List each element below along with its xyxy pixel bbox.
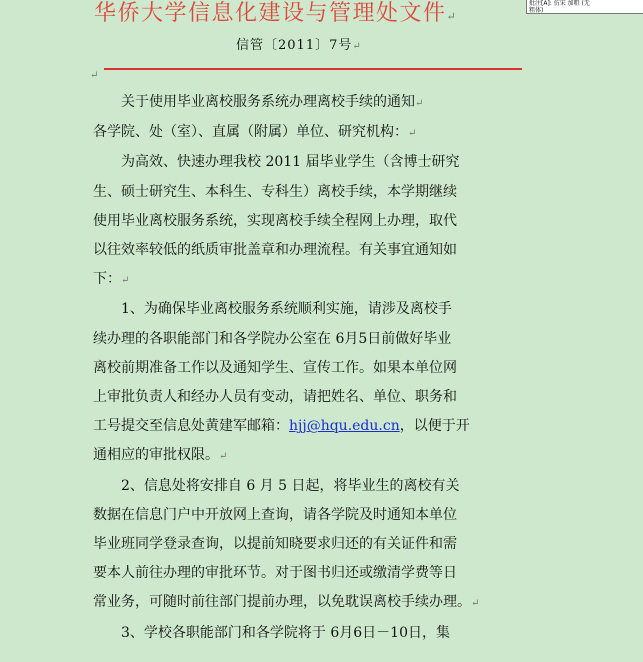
intro-text: 以往效率较低的纸质审批盖章和办理流程。有关事宜通知如: [93, 242, 457, 259]
paragraph-mark-icon: ↵: [352, 41, 362, 52]
item1-text: 通相应的审批权限。: [93, 447, 219, 464]
item2-line: [93, 530, 503, 559]
intro-line: [93, 236, 503, 265]
salutation-line: [93, 118, 503, 148]
document-body[interactable]: [93, 88, 503, 648]
item2-line: [93, 501, 503, 530]
subject-text: 关于使用毕业离校服务系统办理离校手续的通知: [121, 94, 415, 110]
subject-line: [93, 88, 503, 118]
paragraph-mark-icon: ↵: [90, 70, 99, 81]
item1-line: [93, 354, 503, 383]
intro-text: 下：: [93, 271, 121, 288]
email-link[interactable]: hjj@hqu.edu.cn: [289, 418, 400, 435]
paragraph-mark-icon: ↵: [408, 128, 417, 140]
header-title-text: 华侨大学信息化建设与管理处文件: [94, 1, 447, 26]
item1-line: [93, 325, 503, 354]
item2-line: [93, 588, 503, 618]
paragraph-mark-icon: ↵: [471, 598, 480, 610]
intro-line: [93, 265, 503, 295]
intro-line: [93, 148, 503, 177]
paragraph-mark-icon: ↵: [446, 10, 456, 23]
paragraph-mark-icon: ↵: [121, 275, 130, 287]
item1-text: 上审批负责人和经办人员有变动，请把姓名、单位、职务和: [93, 389, 457, 406]
item3-text: 3、学校各职能部门和各学院将于 6月6日－10日，集: [121, 624, 450, 641]
comment-line-2: 粗体): [529, 7, 544, 14]
item1-text: 离校前期准备工作以及通知学生、宣传工作。如果本单位网: [93, 359, 457, 376]
intro-text: 为高效、快速办理我校 2011 届毕业学生（含博士研究: [121, 154, 460, 171]
salutation-text: 各学院、处（室）、直属（附属）单位、研究机构：: [93, 124, 408, 141]
red-header-rule: [104, 68, 522, 70]
intro-line: [93, 178, 503, 207]
item1-text: ，以便于开: [399, 418, 470, 435]
paragraph-mark-icon: ↵: [415, 98, 424, 109]
comment-line-1: 批注[A]: 仿宋 加粗 (无: [529, 0, 590, 7]
item2-line: [93, 472, 503, 501]
item1-line: [93, 295, 503, 324]
item2-text: 毕业班同学登录查询，以提前知晓要求归还的有关证件和需: [93, 536, 457, 553]
comment-balloon[interactable]: [526, 0, 643, 14]
item1-text: 续办理的各职能部门和各学院办公室在 6月5日前做好毕业: [93, 330, 452, 347]
item1-line: [93, 441, 503, 471]
item1-text: 工号提交至信息处黄建军邮箱：: [93, 418, 289, 435]
item1-line: [93, 412, 503, 441]
item3-line: [93, 619, 503, 648]
item2-text: 要本人前往办理的审批环节。对于图书归还或缴清学费等日: [93, 565, 457, 582]
item2-text: 2、信息处将安排自 6 月 5 日起，将毕业生的离校有关: [121, 477, 460, 494]
document-number-text: 信管〔2011〕7号: [236, 38, 353, 53]
paragraph-mark-icon: ↵: [219, 451, 228, 463]
item2-text: 数据在信息门户中开放网上查询，请各学院及时通知本单位: [93, 506, 457, 523]
item2-text: 常业务，可随时前往部门提前办理，以免耽误离校手续办理。: [93, 594, 471, 611]
intro-text: 使用毕业离校服务系统，实现离校手续全程网上办理，取代: [93, 212, 457, 229]
item2-line: [93, 559, 503, 588]
intro-text: 生、硕士研究生、本科生、专科生）离校手续，本学期继续: [93, 183, 457, 200]
item1-line: [93, 383, 503, 412]
item1-text: 1、为确保毕业离校服务系统顺利实施，请涉及离校手: [121, 301, 452, 318]
document-header-title: [94, 0, 504, 31]
intro-line: [93, 207, 503, 236]
document-number: [236, 36, 362, 57]
